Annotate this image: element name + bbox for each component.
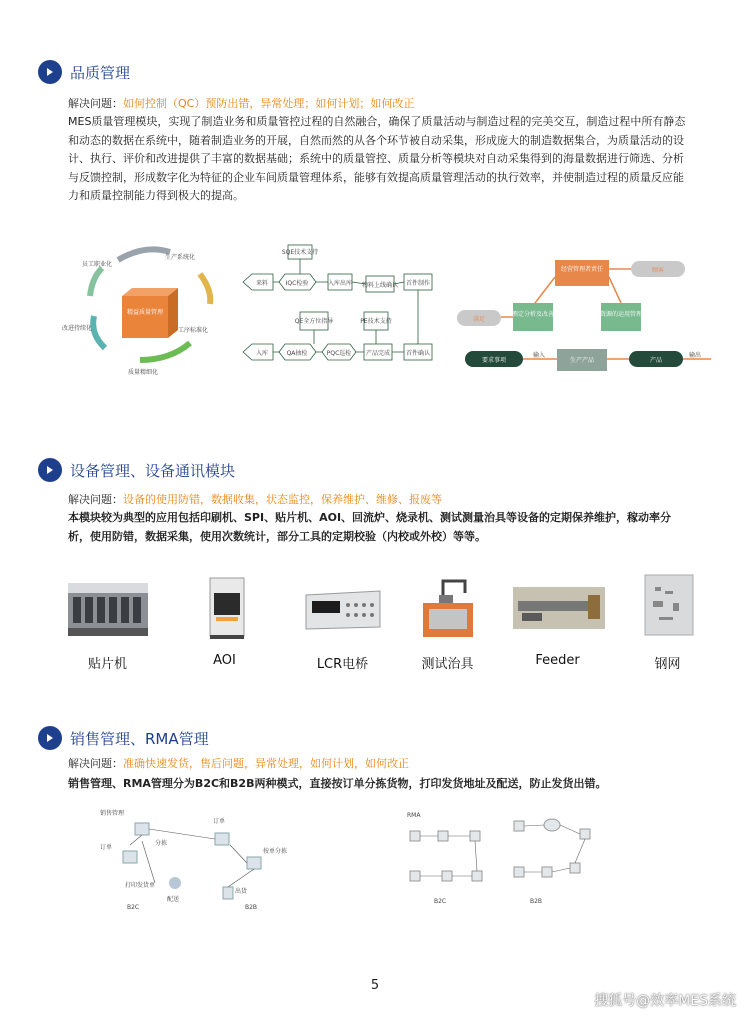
- equipment-label: 贴片机: [87, 657, 127, 672]
- svg-text:来料: 来料: [255, 280, 269, 287]
- svg-text:打印发货单: 打印发货单: [125, 882, 156, 889]
- stencil-icon: [623, 573, 713, 643]
- svg-text:首件制作: 首件制作: [405, 280, 431, 287]
- problem-line: 解决问题：设备的使用防错，数据收集，状态监控，保养维护、维修、报废等: [68, 493, 442, 506]
- svg-text:顾客: 顾客: [651, 267, 665, 274]
- aoi-machine-icon: [180, 573, 270, 643]
- section-title: 品质管理: [70, 63, 131, 82]
- chevron-right-icon: [38, 60, 62, 84]
- svg-text:B2B: B2B: [245, 904, 258, 910]
- svg-text:PE技术支持: PE技术支持: [360, 318, 392, 325]
- section-header-sales: [38, 726, 209, 750]
- equipment-item: [290, 573, 395, 672]
- svg-text:资源的运用管理: 资源的运用管理: [599, 311, 643, 318]
- chevron-right-icon: [38, 726, 62, 750]
- rma-management-diagram: [402, 807, 612, 907]
- section-header-equipment: [38, 458, 235, 482]
- equipment-item: [172, 573, 277, 668]
- watermark: 搜狐号@效率MES系统: [594, 993, 736, 1009]
- svg-text:产品完成: 产品完成: [365, 350, 391, 357]
- svg-text:销售管理: 销售管理: [100, 810, 125, 817]
- svg-text:B2C: B2C: [434, 898, 447, 905]
- problem-line: 解决问题：如何控制（QC）预防出错，异常处理；如何计划；如何改正: [68, 97, 415, 110]
- svg-text:QA抽检: QA抽检: [286, 350, 308, 357]
- cycle-step: 生产系统化: [165, 254, 196, 261]
- problem-line: 解决问题：准确快速发货，售后问题，异常处理，如何计划，如何改正: [68, 757, 409, 770]
- section-paragraph: 销售管理、RMA管理分为B2C和B2B两种模式，直接按订单分拣货物，打印发货地址及配送，防止发货出错。: [68, 777, 607, 790]
- lcr-bridge-icon: [298, 573, 388, 643]
- section-paragraph: MES质量管理模块，实现了制造业务和质量管控过程的自然融合，确保了质量活动与制造过程的完美交互，制造过程中所有静态和动态的数据在系统中，随着制造业务的开展，自然而然的从各个环节被自动采集，形成庞大的制造数据集合，为质量活动的设计、执行、评价和改进提供了丰富的数据基础；系统中的质量管控、质量分析等模块对自动采集得到的海量数据进行筛选、分析与反馈控制，形成数字化为特征的企业车间质量管理体系，能够有效提高质量管理活动的执行效率，并使制造过程的质量反应能力和质量控制能力得到极大的提高。: [68, 115, 686, 202]
- svg-text:物料上线确认: 物料上线确认: [361, 282, 399, 289]
- cycle-step: 质量精细化: [128, 369, 159, 376]
- section-paragraph: 本模块较为典型的应用包括印刷机、SPI、贴片机、AOI、回流炉、烧录机、测试测量治具等设备的定期保养维护，稼动率分析，使用防错，数据采集，使用次数统计，部分工具的定期校验（内校或外校）等等。: [68, 511, 672, 543]
- svg-text:RMA: RMA: [407, 812, 421, 819]
- section-title: 销售管理、RMA管理: [70, 729, 209, 748]
- svg-text:入库: 入库: [255, 350, 269, 357]
- sales-management-diagram: [95, 805, 335, 910]
- cycle-step: 工序标准化: [178, 327, 209, 334]
- equipment-item: [55, 573, 160, 672]
- svg-text:出货: 出货: [235, 888, 248, 895]
- equipment-item: [505, 573, 610, 668]
- svg-text:B2B: B2B: [530, 898, 543, 905]
- quality-flow-diagram: [240, 240, 440, 375]
- svg-text:分拣: 分拣: [155, 840, 168, 847]
- equipment-item: [395, 573, 500, 672]
- test-fixture-icon: [403, 573, 493, 643]
- svg-text:输入: 输入: [532, 352, 546, 359]
- page-number: 5: [370, 978, 380, 993]
- feeder-icon: [508, 573, 608, 643]
- cycle-center-label: 精益质量管理: [126, 309, 164, 316]
- svg-text:按单分拣: 按单分拣: [263, 848, 288, 855]
- quality-cycle-diagram: [60, 238, 235, 378]
- equipment-label: AOI: [213, 653, 236, 668]
- svg-text:订单: 订单: [213, 818, 226, 825]
- svg-text:PQC巡检: PQC巡检: [326, 350, 352, 357]
- chevron-right-icon: [38, 458, 62, 482]
- svg-text:要求事项: 要求事项: [481, 357, 507, 364]
- quality-demand-diagram: [455, 255, 720, 380]
- svg-text:生产产品: 生产产品: [569, 357, 595, 364]
- equipment-label: 测试治具: [421, 657, 474, 672]
- svg-text:测定分析及改善: 测定分析及改善: [511, 311, 555, 318]
- equipment-item: [615, 573, 720, 672]
- svg-text:B2C: B2C: [127, 904, 140, 910]
- svg-text:输出: 输出: [688, 352, 702, 359]
- placement-machine-icon: [63, 573, 153, 643]
- svg-text:满足: 满足: [472, 316, 486, 323]
- equipment-label: LCR电桥: [316, 657, 369, 672]
- section-header-quality: [38, 60, 130, 84]
- svg-text:经营管理者责任: 经营管理者责任: [560, 266, 604, 273]
- svg-text:配送: 配送: [167, 896, 180, 903]
- section-title: 设备管理、设备通讯模块: [70, 461, 236, 480]
- svg-text:首件确认: 首件确认: [405, 350, 431, 357]
- svg-text:产品: 产品: [649, 357, 663, 364]
- cycle-step: 改进持续化: [62, 325, 93, 332]
- svg-text:QE全方位指导: QE全方位指导: [294, 318, 334, 325]
- svg-text:订单: 订单: [100, 844, 113, 851]
- svg-text:入库出库: 入库出库: [327, 280, 353, 287]
- equipment-label: Feeder: [535, 653, 580, 668]
- svg-text:IQC检验: IQC检验: [285, 280, 309, 287]
- cycle-step: 员工职业化: [82, 261, 113, 268]
- equipment-label: 钢网: [654, 657, 681, 672]
- svg-text:SQE技术支持: SQE技术支持: [281, 249, 319, 256]
